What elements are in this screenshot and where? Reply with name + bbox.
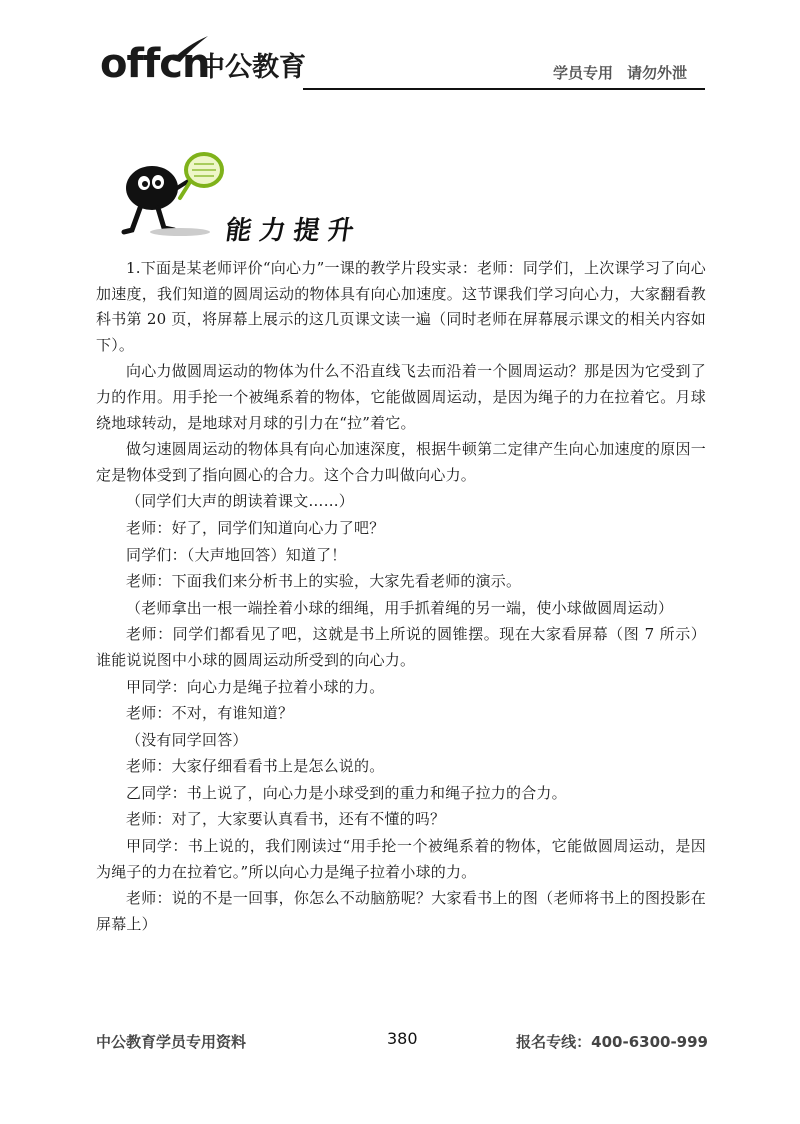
logo-wordmark: offcn — [100, 41, 210, 87]
paragraph-13: 老师：大家仔细看看书上是怎么说的。 — [126, 757, 385, 776]
section-title: 能力提升 — [223, 216, 364, 246]
header-notice — [553, 62, 701, 83]
page-number: 380 — [387, 1029, 418, 1048]
paragraph-3: 做匀速圆周运动的物体具有向心加速深度，根据牛顿第二定律产生向心加速度的原因一定是物体受到了指向圆心的合力。这个合力叫做向心力。 — [96, 440, 706, 484]
mascot-with-racket-icon — [120, 150, 230, 250]
paragraph-16: 甲同学：书上说的，我们刚读过“用手抡一个被绳系着的物体，它能做圆周运动，是因为绳子的力在拉着它。”所以向心力是绳子拉着小球的力。 — [96, 837, 706, 881]
paragraph-14: 乙同学：书上说了，向心力是小球受到的重力和绳子拉力的合力。 — [126, 783, 567, 802]
section-heading — [120, 150, 380, 250]
paragraph-5: 老师：好了，同学们知道向心力了吧？ — [126, 518, 385, 537]
paragraph-11: 老师：不对，有谁知道？ — [126, 704, 294, 723]
header-notice-right: 请勿外泄 — [627, 64, 688, 82]
paragraph-17: 老师：说的不是一回事，你怎么不动脑筋呢？大家看书上的图（老师将书上的图投影在屏幕上） — [96, 889, 706, 933]
header-notice-left: 学员专用 — [553, 64, 614, 82]
paragraph-6: 同学们：（大声地回答）知道了！ — [126, 545, 347, 564]
document-body — [96, 256, 706, 938]
logo-chinese-name: 中公教育 — [198, 52, 306, 83]
page-header — [0, 0, 800, 100]
paragraph-2: 向心力做圆周运动的物体为什么不沿直线飞去而沿着一个圆周运动？那是因为它受到了力的作用。用手抡一个被绳系着的物体，它能做圆周运动，是因为绳子的力在拉着它。月球绕地球转动，是地球对月球的引力在“拉”着它。 — [96, 362, 706, 432]
paragraph-12: （没有同学回答） — [126, 730, 248, 749]
header-divider — [303, 88, 705, 90]
paragraph-15: 老师：对了，大家要认真看书，还有不懂的吗？ — [126, 810, 446, 829]
footer-hotline: 报名专线：400-6300-999 — [516, 1033, 708, 1051]
footer-label: 中公教育学员专用资料 — [96, 1033, 247, 1051]
paragraph-7: 老师：下面我们来分析书上的实验，大家先看老师的演示。 — [126, 572, 522, 591]
paragraph-4: （同学们大声的朗读着课文……） — [126, 492, 355, 511]
page-footer — [0, 1025, 800, 1065]
paragraph-9: 老师：同学们都看见了吧，这就是书上所说的圆锥摆。现在大家看屏幕（图 7 所示）谁能说说图中小球的圆周运动所受到的向心力。 — [96, 625, 706, 669]
paragraph-1: 1.下面是某老师评价“向心力”一课的教学片段实录：老师：同学们，上次课学习了向心加速度，我们知道的圆周运动的物体具有向心加速度。这节课我们学习向心力，大家翻看教科书第 20 页，将屏幕上展示的这几页课文读一遍（同时老师在屏幕展示课文的相关内容如下）。 — [96, 259, 706, 354]
paragraph-8: （老师拿出一根一端拴着小球的细绳，用手抓着绳的另一端，使小球做圆周运动） — [126, 598, 674, 617]
paragraph-10: 甲同学：向心力是绳子拉着小球的力。 — [126, 677, 385, 696]
